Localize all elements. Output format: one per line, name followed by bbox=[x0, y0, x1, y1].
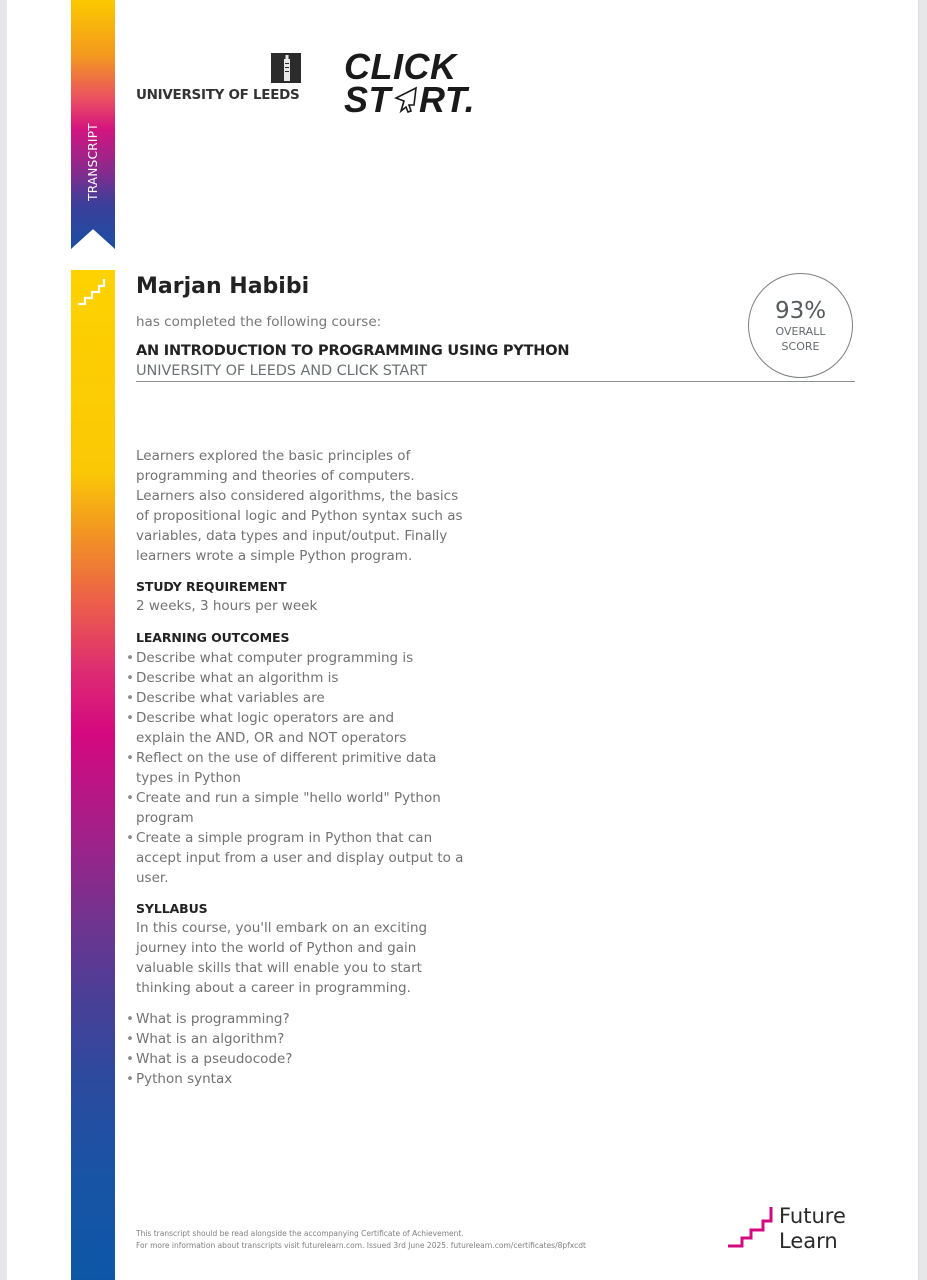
click-start-line1: CLICK bbox=[344, 46, 457, 87]
syllabus-item: • What is a pseudocode? bbox=[126, 1049, 471, 1069]
footer-note bbox=[136, 1228, 586, 1251]
transcript-label: TRANSCRIPT bbox=[86, 123, 100, 201]
course-description: Learners explored the basic principles of programming and theories of computers. Learners also considered algorithms, the basics of propositional logic and Python syntax such as variables, data types and input/output. Finally learners wrote a simple Python program. bbox=[136, 448, 463, 564]
header-divider bbox=[136, 381, 855, 382]
course-title: AN INTRODUCTION TO PROGRAMMING USING PYTHON bbox=[136, 343, 570, 359]
learning-outcome-item: • Describe what an algorithm is bbox=[126, 668, 471, 688]
learning-outcome-item: • Create and run a simple "hello world" Python program bbox=[126, 788, 471, 828]
futurelearn-logo bbox=[727, 1204, 867, 1254]
university-of-leeds-logo bbox=[136, 53, 304, 105]
learning-outcome-item: • Describe what variables are bbox=[126, 688, 471, 708]
syllabus-intro: In this course, you'll embark on an exciting journey into the world of Python and gain valuable skills that will enable you to start thinking about a career in programming. bbox=[136, 920, 428, 996]
futurelearn-stairs-icon bbox=[727, 1204, 777, 1250]
side-gradient-bar bbox=[71, 270, 115, 1280]
click-start-line2-end: RT. bbox=[419, 79, 476, 120]
learning-outcomes-list bbox=[126, 648, 471, 888]
completed-text: has completed the following course: bbox=[136, 314, 382, 330]
score-label-line2: SCORE bbox=[781, 339, 820, 353]
learning-outcome-item: • Describe what logic operators are and explain the AND, OR and NOT operators bbox=[126, 708, 471, 748]
syllabus-heading: SYLLABUS bbox=[136, 901, 208, 916]
learner-name: Marjan Habibi bbox=[136, 274, 310, 299]
page-edge-left bbox=[0, 0, 7, 1280]
click-start-logo bbox=[344, 46, 494, 122]
cursor-arrow-icon bbox=[392, 85, 418, 115]
score-value: 93% bbox=[774, 297, 827, 324]
learning-outcomes-heading: LEARNING OUTCOMES bbox=[136, 630, 290, 645]
click-start-line2-start: ST bbox=[344, 79, 392, 120]
university-name: UNIVERSITY OF LEEDS bbox=[136, 87, 300, 103]
stairs-icon bbox=[76, 276, 110, 310]
learning-outcome-item: • Create a simple program in Python that can accept input from a user and display output to a user. bbox=[126, 828, 471, 888]
study-requirement-heading: STUDY REQUIREMENT bbox=[136, 579, 287, 594]
page-edge-right bbox=[918, 0, 927, 1280]
syllabus-item: • Python syntax bbox=[126, 1069, 471, 1089]
score-label-line1: OVERALL bbox=[775, 324, 826, 338]
study-requirement-value: 2 weeks, 3 hours per week bbox=[136, 598, 318, 614]
course-organisation: UNIVERSITY OF LEEDS AND CLICK START bbox=[136, 363, 427, 379]
syllabus-item: • What is an algorithm? bbox=[126, 1029, 471, 1049]
futurelearn-brand-line2: Learn bbox=[779, 1229, 838, 1253]
learning-outcome-item: • Describe what computer programming is bbox=[126, 648, 471, 668]
learning-outcome-item: • Reflect on the use of different primitive data types in Python bbox=[126, 748, 471, 788]
footer-line-1: This transcript should be read alongside the accompanying Certificate of Achievement. bbox=[136, 1229, 464, 1238]
syllabus-item: • What is programming? bbox=[126, 1009, 471, 1029]
overall-score-badge bbox=[748, 273, 853, 378]
syllabus-list bbox=[126, 1009, 471, 1089]
footer-line-2: For more information about transcripts visit futurelearn.com. Issued 3rd June 2025. futurelearn.com/certificates/8pfxcdt bbox=[136, 1240, 586, 1250]
futurelearn-brand-line1: Future bbox=[779, 1204, 846, 1228]
leeds-tower-icon bbox=[271, 53, 301, 83]
transcript-ribbon-label bbox=[71, 116, 115, 208]
